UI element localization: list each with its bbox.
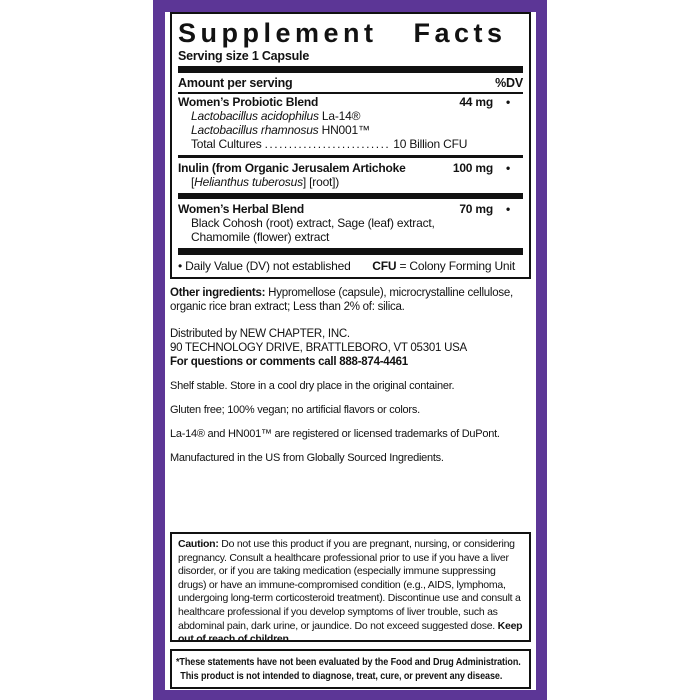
nutrient-subline: Black Cohosh (root) extract, Sage (leaf) extract, bbox=[191, 216, 435, 230]
fda-disclaimer-box bbox=[170, 649, 531, 689]
leader-dots: .......................... bbox=[264, 137, 391, 151]
amount-per-serving-header: Amount per serving bbox=[178, 76, 293, 90]
species-rest: ] [root]) bbox=[302, 175, 340, 189]
species-rest: HN001™ bbox=[318, 123, 370, 137]
nutrient-main-line bbox=[178, 161, 523, 175]
divider-thick bbox=[178, 193, 523, 199]
dv-header: %DV bbox=[495, 76, 523, 90]
leader-value: 10 Billion CFU bbox=[393, 137, 468, 151]
note-manufactured: Manufactured in the US from Globally Sourced Ingredients. bbox=[170, 452, 444, 464]
divider-medium bbox=[178, 155, 523, 158]
fda-disclaimer-line2: This product is not intended to diagnose, treat, cure, or prevent any disease. bbox=[180, 670, 503, 682]
nutrient-amount: 70 mg bbox=[459, 202, 493, 216]
note-gluten-free: Gluten free; 100% vegan; no artificial flavors or colors. bbox=[170, 404, 420, 416]
other-ingredients-text: Hypromellose (capsule), microcrystalline cellulose, organic rice bran extract; Less than 2% of: silica. bbox=[170, 287, 513, 313]
nutrient-row-probiotic-blend bbox=[178, 94, 523, 153]
serving-size: Serving size 1 Capsule bbox=[178, 49, 310, 63]
nutrient-dv: • bbox=[505, 95, 510, 109]
amount-header-row bbox=[178, 75, 523, 94]
nutrient-name: Women’s Herbal Blend bbox=[178, 202, 305, 216]
nutrient-amount: 100 mg bbox=[452, 161, 493, 175]
facts-footnote bbox=[178, 257, 523, 274]
caution-box bbox=[170, 532, 531, 646]
distributor-phone: For questions or comments call 888-874-4461 bbox=[170, 356, 408, 368]
nutrient-main-line bbox=[178, 95, 523, 109]
cfu-expansion: = Colony Forming Unit bbox=[396, 259, 515, 273]
divider-thick bbox=[178, 66, 523, 73]
nutrient-subline bbox=[178, 109, 523, 123]
nutrient-dv: • bbox=[505, 161, 510, 175]
supplement-facts-panel bbox=[170, 12, 531, 279]
nutrient-row-herbal-blend bbox=[178, 201, 523, 246]
total-cultures-line bbox=[178, 137, 523, 151]
dv-not-established: • Daily Value (DV) not established bbox=[178, 259, 351, 273]
nutrient-main-line bbox=[178, 202, 523, 216]
species-italic: Helianthus tuberosus bbox=[194, 175, 303, 189]
species-italic: Lactobacillus acidophilus bbox=[191, 109, 319, 123]
distributor-line2: 90 TECHNOLOGY DRIVE, BRATTLEBORO, VT 05301 USA bbox=[170, 342, 467, 354]
nutrient-dv: • bbox=[505, 202, 510, 216]
caution-bold-end: Keep out of reach of children. bbox=[178, 619, 523, 646]
bracket: [ bbox=[191, 175, 195, 189]
fda-disclaimer-line1: *These statements have not been evaluated by the Food and Drug Administration. bbox=[176, 656, 521, 668]
nutrient-amount: 44 mg bbox=[459, 95, 493, 109]
other-ingredients bbox=[170, 287, 522, 314]
nutrient-subline bbox=[178, 175, 523, 189]
species-italic: Lactobacillus rhamnosus bbox=[191, 123, 319, 137]
cfu-abbrev: CFU bbox=[372, 259, 397, 273]
nutrient-subline: Chamomile (flower) extract bbox=[191, 230, 330, 244]
nutrient-name: Women’s Probiotic Blend bbox=[178, 95, 319, 109]
supplement-label bbox=[165, 12, 536, 690]
leader-label: Total Cultures bbox=[191, 137, 262, 151]
note-shelf-stable: Shelf stable. Store in a cool dry place in the original container. bbox=[170, 380, 455, 392]
distributor-line1: Distributed by NEW CHAPTER, INC. bbox=[170, 328, 350, 340]
other-ingredients-label: Other ingredients: bbox=[170, 287, 266, 299]
facts-title: Supplement Facts bbox=[178, 18, 507, 48]
note-trademarks: La-14® and HN001™ are registered or licensed trademarks of DuPont. bbox=[170, 428, 500, 440]
cfu-definition bbox=[372, 259, 515, 273]
caution-text: Do not use this product if you are pregnant, nursing, or considering pregnancy. Consult a healthcare professional prior to use if you have a liver disorder, or if you are taking medication (especially immune suppressing drugs) or have an immune-compromised condition (e.g., AIDS, lymphoma, undergoing long-term corticosteroid treatment). Discontinue use and consult a healthcare professional if you develop symptoms of liver trouble, such as abdominal pain, dark urine, or jaundice. Do not exceed suggested dose. bbox=[178, 538, 521, 632]
caution-label: Caution: bbox=[178, 538, 219, 550]
distributor-block bbox=[170, 327, 531, 369]
species-rest: La-14® bbox=[318, 109, 361, 123]
supplement-label-frame bbox=[153, 0, 547, 700]
nutrient-row-inulin bbox=[178, 160, 523, 191]
nutrient-name: Inulin (from Organic Jerusalem Artichoke bbox=[178, 161, 406, 175]
nutrient-subline bbox=[178, 123, 523, 137]
divider-thick bbox=[178, 248, 523, 255]
